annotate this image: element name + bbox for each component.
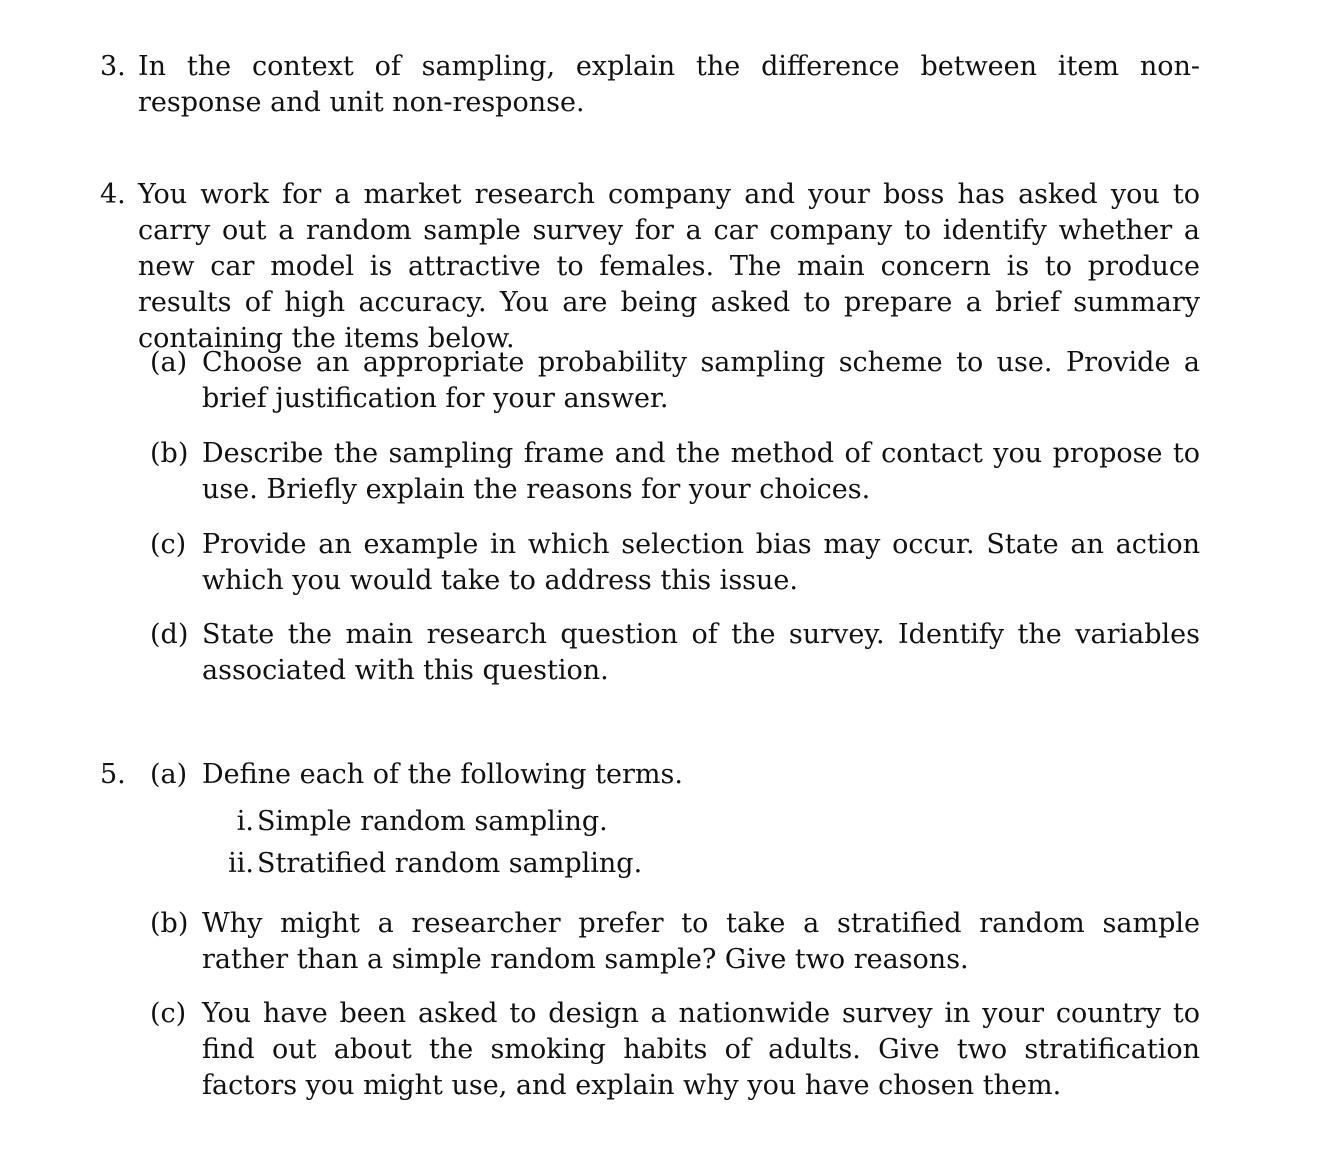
question-3 (100, 49, 1200, 121)
part-text: Provide an example in which selection bias may occur. State an action which you would take to address this issue. (202, 529, 1200, 596)
question-4-part-d (150, 617, 1200, 689)
question-number: 4. (100, 179, 126, 210)
part-label: (b) (150, 908, 189, 939)
question-5-part-a (150, 757, 1200, 793)
part-text: You have been asked to design a nationwide survey in your country to find out about the smoking habits of adults. Give two stratification factors you might use, and explain why you have chosen them. (202, 998, 1200, 1101)
part-text: Why might a researcher prefer to take a stratified random sample rather than a simple random sample? Give two reasons. (202, 908, 1200, 975)
part-text: Describe the sampling frame and the method of contact you propose to use. Briefly explain the reasons for your choices. (202, 438, 1200, 505)
question-text: In the context of sampling, explain the difference between item non-response and unit non-response. (138, 51, 1200, 118)
part-label: (c) (150, 998, 187, 1029)
term-label: ii. (228, 848, 254, 879)
part-text: State the main research question of the survey. Identify the variables associated with this question. (202, 619, 1200, 686)
question-4 (100, 177, 1200, 357)
part-text: Define each of the following terms. (202, 759, 683, 790)
term-text: Stratified random sampling. (257, 848, 643, 879)
part-text: Choose an appropriate probability sampling scheme to use. Provide a brief justification for your answer. (202, 347, 1200, 414)
term-text: Simple random sampling. (257, 806, 608, 837)
part-label: (c) (150, 529, 187, 560)
question-text: You work for a market research company and your boss has asked you to carry out a random sample survey for a car company to identify whether a new car model is attractive to females. The main concern is to produce results of high accuracy. You are being asked to prepare a brief summary containing the items below. (138, 179, 1200, 354)
question-5-part-c (150, 996, 1200, 1104)
term-label: i. (236, 806, 254, 837)
part-label: (a) (150, 347, 188, 378)
question-5-part-b (150, 906, 1200, 978)
part-label: (d) (150, 619, 189, 650)
question-number: 5. (100, 759, 126, 790)
question-4-part-c (150, 527, 1200, 599)
part-label: (a) (150, 759, 188, 790)
question-4-part-a (150, 345, 1200, 417)
part-label: (b) (150, 438, 189, 469)
question-number: 3. (100, 51, 126, 82)
question-4-part-b (150, 436, 1200, 508)
